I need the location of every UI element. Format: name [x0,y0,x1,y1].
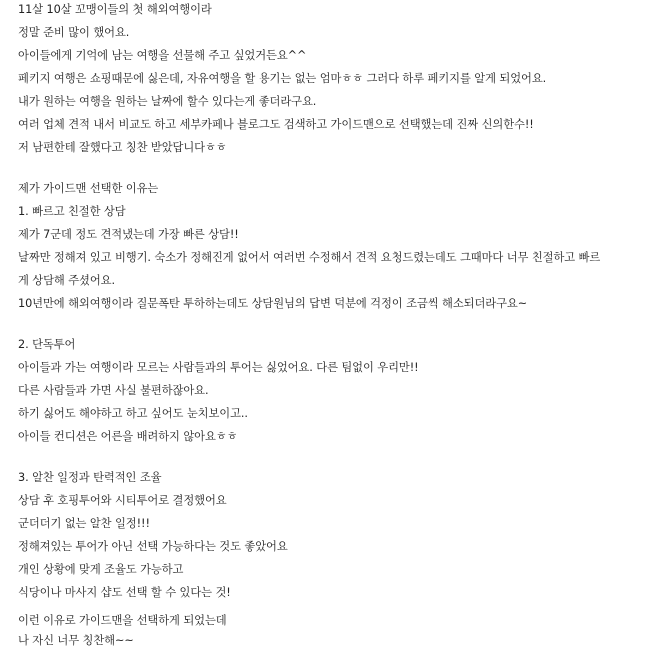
text-line: 게 상담해 주셨어요. [18,274,115,287]
text-line: 아이들에게 기억에 남는 여행을 선물해 주고 싶었거든요^^ [18,49,307,62]
text-line: 다른 사람들과 가면 사실 불편하잖아요. [18,384,209,397]
closing-line: 나 자신 너무 칭찬해~~ [18,634,134,647]
text-line: 정말 준비 많이 했어요. [18,26,130,39]
section-intro: 제가 가이드맨 선택한 이유는 [18,182,159,195]
text-line: 여러 업체 견적 내서 비교도 하고 세부카페나 블로그도 검색하고 가이드맨으로 선택했는데 진짜 신의한수!! [18,118,534,131]
text-line: 아이들과 가는 여행이라 모르는 사람들과의 투어는 싫었어요. 다른 팀없이 우리만!! [18,361,419,374]
text-line: 개인 상황에 맞게 조율도 가능하고 [18,563,184,576]
section-heading: 1. 빠르고 친절한 상담 [18,205,126,218]
text-line: 11살 10살 꼬맹이들의 첫 해외여행이라 [18,3,212,16]
section-heading: 2. 단독투어 [18,338,76,351]
text-line: 군더더기 없는 알찬 일정!!! [18,517,150,530]
text-line: 날짜만 정해져 있고 비행기. 숙소가 정해진게 없어서 여러번 수정해서 견적 요청드렸는데도 그때마다 너무 친절하고 빠르 [18,251,601,264]
text-line: 아이들 컨디션은 어른을 배려하지 않아요ㅎㅎ [18,430,238,443]
text-line: 내가 원하는 여행을 원하는 날짜에 할수 있다는게 좋더라구요. [18,95,317,108]
section-heading: 3. 알찬 일정과 탄력적인 조율 [18,471,162,484]
text-line: 하기 싫어도 해야하고 하고 싶어도 눈치보이고.. [18,407,248,420]
text-line: 상담 후 호핑투어와 시티투어로 결정했어요 [18,494,227,507]
text-line: 정해져있는 투어가 아닌 선택 가능하다는 것도 좋았어요 [18,540,288,553]
text-line: 저 남편한테 잘했다고 칭찬 받았답니다ㅎㅎ [18,141,227,154]
text-line: 제가 7군데 정도 견적냈는데 가장 빠른 상담!! [18,228,239,241]
text-line: 식당이나 마사지 샵도 선택 할 수 있다는 것! [18,586,231,599]
text-line: 이런 이유로 가이드맨을 선택하게 되었는데 [18,614,227,627]
text-line: 페키지 여행은 쇼핑때문에 싫은데, 자유여행을 할 용기는 없는 엄마ㅎㅎ 그러다 하루 페키지를 알게 되었어요. [18,72,547,85]
text-line: 10년만에 해외여행이라 질문폭탄 투하하는데도 상담원님의 답변 덕분에 걱정이 조금씩 해소되더라구요~ [18,297,528,310]
